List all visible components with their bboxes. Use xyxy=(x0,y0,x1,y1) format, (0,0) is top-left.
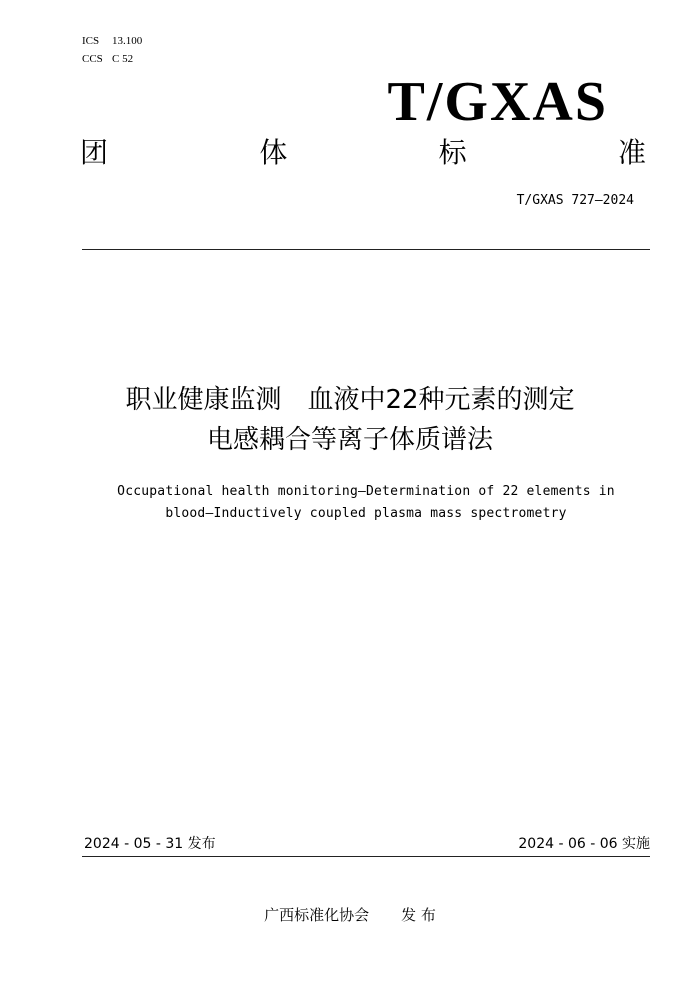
title-zh-line1: 职业健康监测 血液中22种元素的测定 xyxy=(125,385,575,415)
title-zh-line2: 电感耦合等离子体质谱法 xyxy=(206,425,493,455)
bottom-divider xyxy=(82,856,650,857)
document-number: T/GXAS 727—2024 xyxy=(516,193,634,208)
category-char: 准 xyxy=(617,136,646,169)
publish-date: 2024 - 05 - 31 发布 xyxy=(84,836,216,852)
category-char: 标 xyxy=(438,136,467,169)
category-char: 体 xyxy=(259,136,288,169)
implement-date: 2024 - 06 - 06 实施 xyxy=(518,836,650,852)
issuer-line xyxy=(0,904,700,926)
ics-value: 13.100 xyxy=(112,35,143,47)
standard-category xyxy=(80,134,646,172)
ccs-label: CCS xyxy=(82,53,103,65)
ccs-code xyxy=(82,52,133,66)
category-char: 团 xyxy=(80,136,109,169)
ccs-value: C 52 xyxy=(112,53,134,65)
title-en-line2: blood—Inductively coupled plasma mass spectrometry xyxy=(165,506,567,521)
issuer-org: 广西标准化协会 xyxy=(264,906,370,924)
issuer-action: 发 布 xyxy=(401,906,436,924)
ics-label: ICS xyxy=(82,35,100,47)
standard-brand: T/GXAS xyxy=(387,71,608,133)
title-en-line1: Occupational health monitoring—Determination of 22 elements in xyxy=(117,484,615,499)
ics-code xyxy=(82,34,142,48)
top-divider xyxy=(82,249,650,250)
